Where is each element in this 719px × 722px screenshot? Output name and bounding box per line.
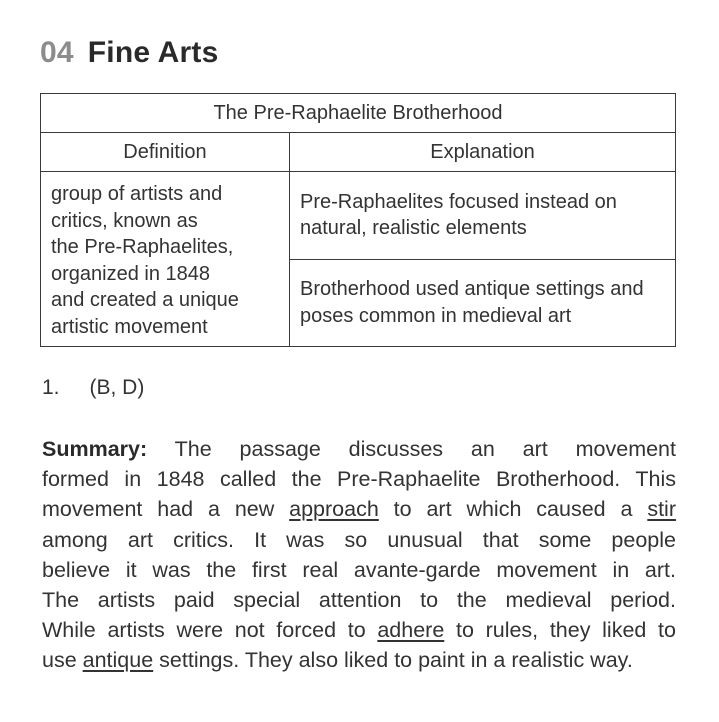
summary-text: settings. They also liked to paint in a realistic way. — [153, 648, 633, 673]
column-header-definition: Definition — [41, 133, 290, 172]
table-title: The Pre-Raphaelite Brotherhood — [41, 94, 676, 133]
vocab-adhere: adhere — [377, 618, 445, 643]
summary-paragraph — [42, 434, 676, 676]
column-header-explanation: Explanation — [290, 133, 676, 172]
summary-line: among art critics. It was so unusual that some people — [42, 527, 676, 552]
summary-line: believe it was the first real avante-garde movement in art. — [42, 557, 676, 582]
definition-line: organized in 1848 — [51, 262, 211, 285]
explanation-line: poses common in medieval art — [300, 304, 572, 327]
answer-line — [42, 376, 144, 400]
summary-label: Summary: — [42, 437, 148, 461]
definition-line: the Pre-Raphaelites, — [51, 236, 234, 258]
vocab-stir: stir — [647, 497, 676, 522]
explanation-line: Brotherhood used antique settings and — [300, 278, 644, 301]
definition-line: critics, known as — [51, 209, 198, 232]
section-number: 04 — [40, 36, 74, 69]
summary-text: movement had a new — [42, 497, 290, 522]
explanation-line: natural, realistic elements — [300, 217, 527, 240]
answer-number: 1. — [42, 376, 60, 399]
summary-line — [42, 615, 676, 645]
summary-line — [42, 645, 676, 675]
explanation-cell — [290, 172, 676, 260]
brotherhood-table — [40, 93, 676, 347]
summary-line — [42, 434, 676, 464]
vocab-antique: antique — [82, 648, 154, 673]
explanation-line: Pre-Raphaelites focused instead on — [300, 190, 617, 213]
section-heading — [40, 36, 219, 70]
summary-text: use — [42, 648, 83, 673]
summary-text: The passage discusses an art movement — [174, 437, 676, 461]
explanation-cell — [290, 259, 676, 347]
summary-line: The artists paid special attention to the medieval period. — [42, 588, 676, 613]
summary-text: to rules, they liked to — [444, 618, 676, 643]
section-title: Fine Arts — [87, 36, 219, 69]
definition-line: group of artists and — [51, 183, 223, 205]
definition-cell — [41, 172, 290, 347]
definition-line: and created a unique — [51, 289, 239, 311]
vocab-approach: approach — [289, 497, 379, 522]
summary-line: formed in 1848 called the Pre-Raphaelite Brotherhood. This — [42, 467, 676, 492]
summary-text: to art which caused a — [378, 497, 648, 522]
answer-value: (B, D) — [89, 376, 145, 399]
summary-text: While artists were not forced to — [42, 618, 378, 643]
definition-line: artistic movement — [51, 315, 208, 338]
summary-line — [42, 494, 676, 524]
